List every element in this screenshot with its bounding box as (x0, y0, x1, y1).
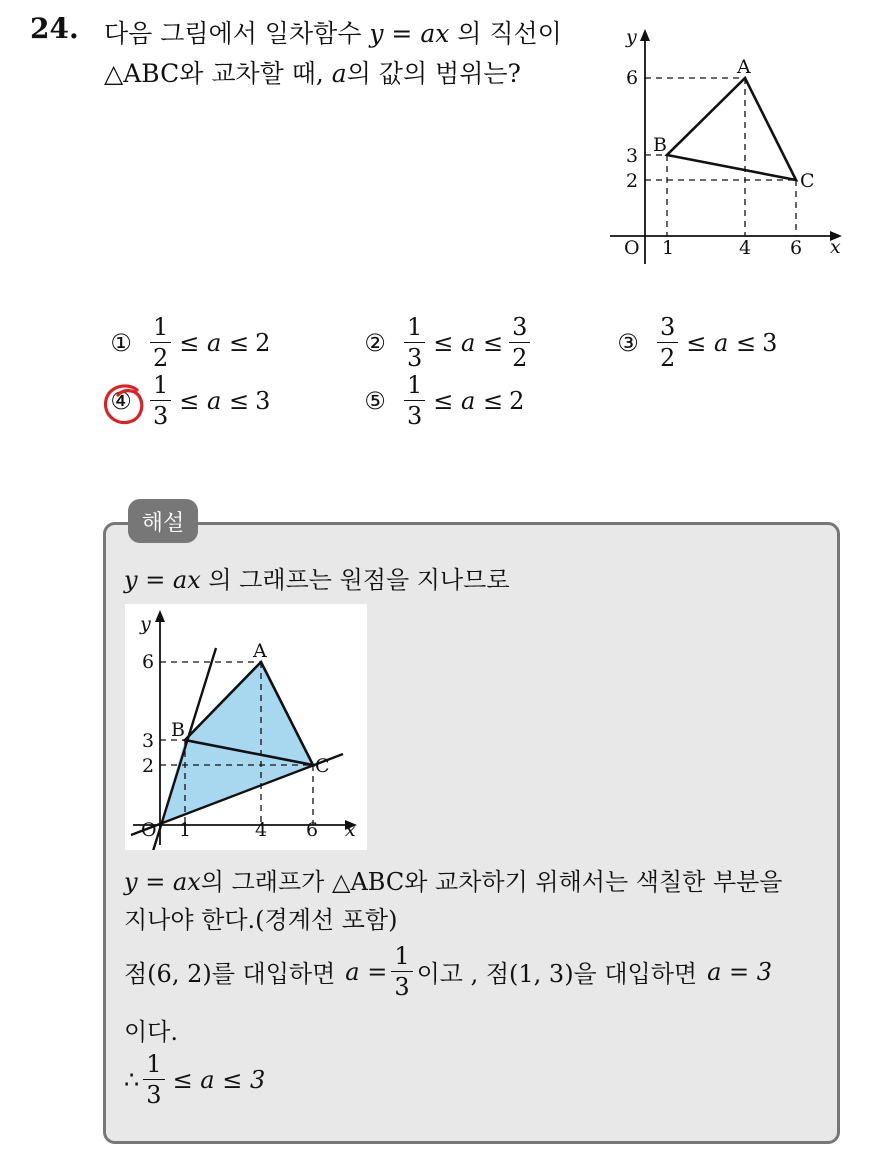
solution-line-1 (124, 560, 510, 595)
equation: y = ax (124, 566, 201, 594)
x-tick-label: 6 (306, 819, 319, 841)
solution-figure (125, 604, 367, 850)
y-tick-label: 6 (142, 651, 155, 673)
solution-line-4 (124, 944, 772, 999)
variable: a (331, 59, 347, 88)
fraction: $\frac{1}{3}$ (404, 315, 425, 370)
choice-3[interactable] (615, 315, 777, 370)
equation: y = ax (124, 868, 201, 896)
solution-text: 점(6, 2)를 대입하면 (124, 960, 336, 988)
question-text: 의 값의 범위는? (346, 59, 521, 88)
point-label-a: A (253, 640, 267, 662)
solution-tab: 해설 (128, 499, 198, 543)
x-axis-label: x (830, 236, 841, 258)
fraction: $\frac{1}{3}$ (143, 1052, 164, 1107)
question-figure (600, 25, 860, 275)
y-axis-label: y (140, 613, 151, 635)
y-tick-label: 3 (626, 145, 639, 167)
choice-marker: ② (364, 328, 386, 357)
question-number: 24. (30, 12, 79, 45)
choice-1[interactable] (108, 315, 270, 370)
point-label-c: C (315, 755, 330, 777)
origin-label: O (141, 819, 157, 841)
point-label-c: C (800, 170, 815, 192)
bound-value: 2 (255, 328, 271, 357)
inequality: ≤ a ≤ (433, 386, 504, 415)
question-line-1 (104, 14, 562, 50)
bound-value: 3 (255, 386, 271, 415)
solution-text: 와 교차하기 위해서는 색칠한 부분을 (404, 868, 783, 896)
point-label-b: B (653, 134, 667, 156)
solution-line-5: 이다. (124, 1018, 178, 1046)
inequality: ≤ a ≤ 3 (172, 1065, 266, 1094)
point-label-a: A (737, 56, 751, 78)
question-text: 와 교차할 때, (179, 59, 324, 88)
solution-text: 의 그래프가 (200, 868, 325, 896)
point-label-b: B (171, 719, 185, 741)
x-tick-label: 1 (662, 237, 675, 259)
inequality: ≤ a ≤ (433, 328, 504, 357)
fraction: $\frac{1}{3}$ (150, 373, 171, 428)
equation: a = (345, 957, 388, 986)
inequality: ≤ a ≤ (179, 386, 250, 415)
question-line-2 (104, 54, 521, 90)
answer-circle-mark (101, 380, 151, 430)
question-text: 다음 그림에서 일차함수 (104, 19, 362, 48)
choice-marker: ③ (617, 328, 639, 357)
x-tick-label: 1 (179, 819, 192, 841)
solution-text: 의 그래프는 원점을 지나므로 (208, 566, 510, 594)
fraction: $\frac{1}{3}$ (391, 944, 412, 999)
triangle-label: △ABC (104, 59, 180, 88)
solution-line-2 (124, 862, 783, 897)
bound-value: 3 (762, 328, 778, 357)
x-axis-label: x (345, 819, 356, 841)
x-tick-label: 6 (790, 237, 803, 259)
fraction: $\frac{1}{2}$ (150, 315, 171, 370)
y-tick-label: 2 (626, 170, 639, 192)
solution-line-3: 지나야 한다.(경계선 포함) (124, 906, 398, 934)
origin-label: O (624, 237, 640, 259)
triangle-label: △ABC (331, 868, 405, 896)
choice-marker: ④ (110, 386, 132, 415)
inequality: ≤ a ≤ (179, 328, 250, 357)
bound-value: 2 (509, 386, 525, 415)
y-tick-label: 6 (626, 67, 639, 89)
x-tick-label: 4 (739, 237, 752, 259)
y-axis-label: y (626, 26, 637, 48)
fraction: $\frac{3}{2}$ (509, 315, 530, 370)
choice-marker: ① (110, 328, 132, 357)
choice-5[interactable] (362, 373, 524, 428)
choice-2[interactable] (362, 315, 534, 370)
y-axis-arrow (640, 29, 650, 41)
x-tick-label: 4 (255, 819, 268, 841)
choice-marker: ⑤ (364, 386, 386, 415)
inequality: ≤ a ≤ (686, 328, 757, 357)
y-tick-label: 2 (142, 755, 155, 777)
y-tick-label: 3 (142, 730, 155, 752)
fraction: $\frac{3}{2}$ (657, 315, 678, 370)
equation: a = 3 (707, 957, 773, 986)
solution-line-6 (124, 1052, 265, 1107)
equation: y = ax (369, 19, 450, 48)
therefore-symbol: ∴ (124, 1065, 140, 1094)
fraction: $\frac{1}{3}$ (404, 373, 425, 428)
solution-text: 이고 , 점(1, 3)을 대입하면 (416, 960, 698, 988)
triangle-abc (667, 78, 796, 180)
question-text: 의 직선이 (457, 19, 562, 48)
